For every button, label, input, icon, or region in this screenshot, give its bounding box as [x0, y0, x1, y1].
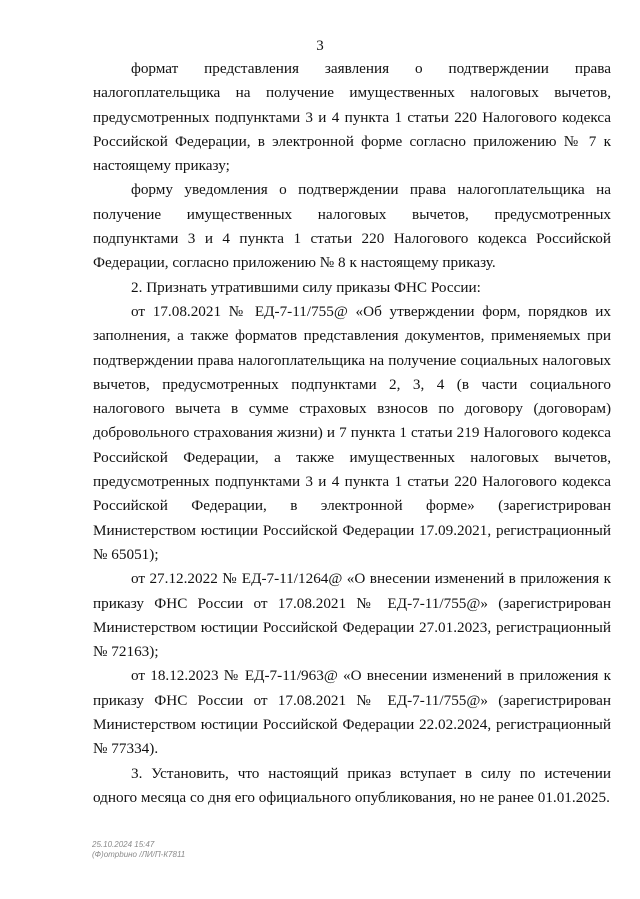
footer-timestamp: 25.10.2024 15:47 [92, 840, 155, 849]
document-body [93, 57, 611, 810]
footer-code: (Ф)ompbuнo /ЛИ/П-К7811 [92, 850, 186, 859]
paragraph-repeal-order-1264: от 27.12.2022 № ЕД-7-11/1264@ «О внесении изменений в приложения к приказу ФНС России от 17.08.2021 № ЕД-7-11/755@» (зарегистрирован Министерством юстиции Российской Федерации 27.01.2023, регистрационный № 72163); [93, 570, 611, 661]
paragraph-notification-form: форму уведомления о подтверждении права налогоплательщика на получение имущественных налоговых вычетов, предусмотренных подпунктами 3 и 4 пункта 1 статьи 220 Налогового кодекса Российской Федерации, согласно приложению № 8 к настоящему приказу. [93, 181, 611, 272]
paragraph-repeal-order-755: от 17.08.2021 № ЕД-7-11/755@ «Об утверждении форм, порядков их заполнения, а также форматов представления документов, применяемых при подтверждении права налогоплательщика на получение социальных налоговых вычетов, предусмотренных подпунктами 2, 3, 4 (в части социального налогового вычета в сумме страховых взносов по договору (договорам) добровольного страхования жизни) и 7 пункта 1 статьи 219 Налогового кодекса Российской Федерации, а также имущественных налоговых вычетов, предусмотренных подпунктами 3 и 4 пункта 1 статьи 220 Налогового кодекса Российской Федерации, в электронной форме» (зарегистрирован Министерством юстиции Российской Федерации 17.09.2021, регистрационный № 65051); [93, 302, 611, 563]
paragraph-effective-date: 3. Установить, что настоящий приказ вступает в силу по истечении одного месяца со дня его официального опубликования, но не ранее 01.01.2025. [93, 764, 611, 806]
paragraph-format-statement: формат представления заявления о подтверждении права налогоплательщика на получение имущественных налоговых вычетов, предусмотренных подпунктами 3 и 4 пункта 1 статьи 220 Налогового кодекса Российской Федерации, в электронной форме согласно приложению № 7 к настоящему приказу; [93, 60, 611, 175]
paragraph-repeal-heading: 2. Признать утратившими силу приказы ФНС России: [131, 278, 481, 296]
page-number: 3 [316, 38, 324, 54]
paragraph-repeal-order-963: от 18.12.2023 № ЕД-7-11/963@ «О внесении изменений в приложения к приказу ФНС России от 17.08.2021 № ЕД-7-11/755@» (зарегистрирован Министерством юстиции Российской Федерации 22.02.2024, регистрационный № 77334). [93, 667, 611, 758]
print-footer [92, 840, 185, 860]
